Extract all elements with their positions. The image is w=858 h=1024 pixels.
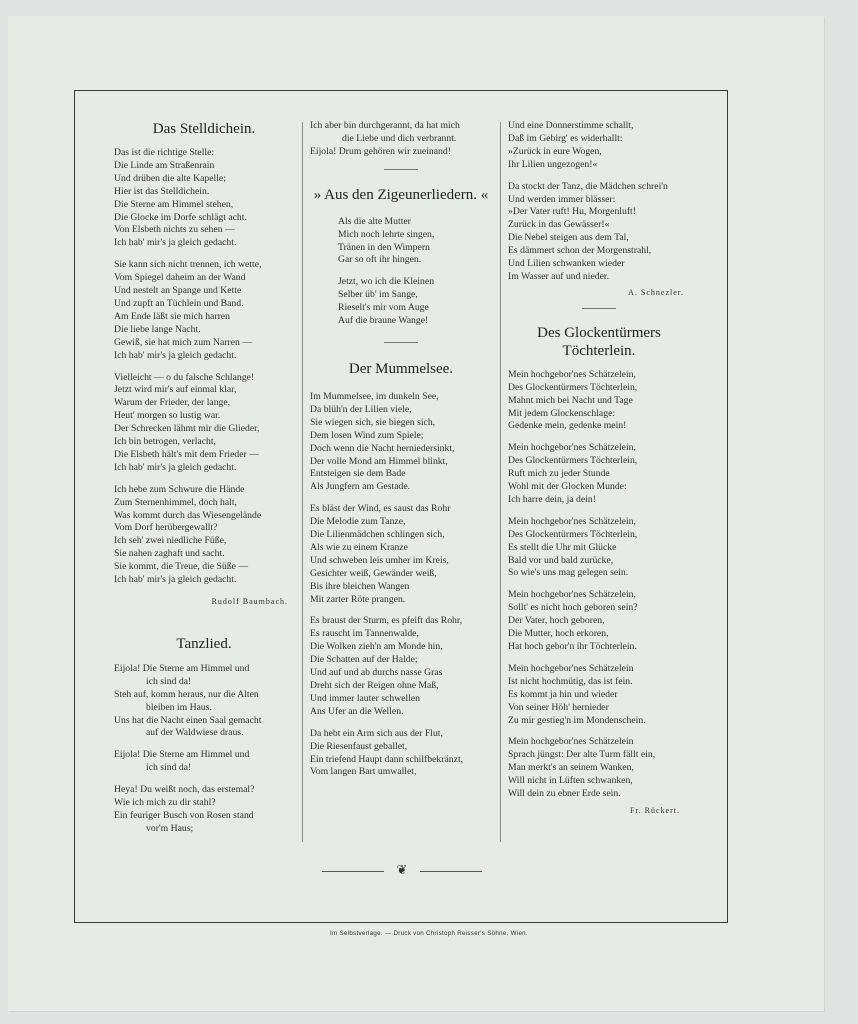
- printer-imprint: Im Selbstverlage. — Druck von Christoph Reisser's Söhne, Wien.: [330, 930, 528, 937]
- stanza: [310, 276, 492, 328]
- verse-line: Hier ist das Stelldichein.: [114, 185, 210, 197]
- verse-line: Die Riesenfaust geballet,: [310, 740, 408, 752]
- verse-line: Ich hab' mir's ja gleich gedacht.: [114, 237, 237, 249]
- stanza: [114, 147, 294, 250]
- stanza: [114, 259, 294, 362]
- verse-line: Wie ich mich zu dir stahl?: [114, 797, 216, 809]
- stanza: [310, 216, 492, 268]
- verse-line: Und auf und ab durchs nasse Gras: [310, 667, 443, 679]
- stanza-gap: [114, 740, 294, 749]
- verse-line: »Zurück in eure Wogen,: [508, 145, 602, 157]
- verse-line: Ich hab' mir's ja gleich gedacht.: [114, 461, 237, 473]
- poem-body: [114, 663, 294, 836]
- poem-author: Rudolf Baumbach.: [211, 597, 288, 606]
- verse-line: Eijola! Drum gehören wir zueinand!: [310, 145, 451, 157]
- verse-line: Steh auf, komm heraus, nur die Alten: [114, 688, 259, 700]
- verse-line: Ich aber bin durchgerannt, da hat mich: [310, 120, 460, 131]
- verse-line: Selber üb' im Sange,: [338, 289, 418, 301]
- verse-line: Ich hab' mir's ja gleich gedacht.: [114, 349, 237, 361]
- verse-line: Ruft mich zu jeder Stunde: [508, 468, 610, 480]
- verse-line: Und immer lauter schwellen: [310, 692, 421, 704]
- poem-title: » Aus den Zigeunerliedern. «: [313, 186, 489, 203]
- verse-line: Bis ihre bleichen Wangen: [310, 580, 410, 592]
- verse-line: Es dämmert schon der Morgenstrahl,: [508, 245, 652, 257]
- verse-line: Es rauscht im Tannenwalde,: [310, 628, 419, 640]
- stanza: [508, 442, 690, 507]
- verse-line: Von seiner Höh' hernieder: [508, 701, 609, 713]
- verse-line: Die Wolken zieh'n am Monde hin,: [310, 641, 443, 653]
- verse-line: bleiben im Haus.: [146, 701, 212, 713]
- stanza: [114, 484, 294, 587]
- verse-line: Und zupft an Tüchlein und Band.: [114, 297, 244, 309]
- stanza: [508, 369, 690, 434]
- verse-line: Heya! Du weißt noch, das erstemal?: [114, 784, 255, 796]
- verse-line: Von Elsbeth nichts zu sehen —: [114, 224, 235, 236]
- separator-rule: [582, 308, 616, 309]
- verse-line: Sie kommt, die Treue, die Süße —: [114, 561, 249, 573]
- poem-body: [310, 216, 492, 328]
- verse-line: Sie nahen zaghaft und sacht.: [114, 548, 225, 560]
- verse-line: Der Vater, hoch geboren,: [508, 615, 605, 627]
- verse-line: auf der Waldwiese draus.: [146, 727, 244, 739]
- verse-line: Vom langen Bart umwallet,: [310, 766, 417, 778]
- verse-line: Als Jungfern am Gestade.: [310, 481, 411, 493]
- verse-line: Die Linde am Straßenrain: [114, 159, 215, 171]
- fleuron-icon: ❦: [396, 863, 408, 878]
- stanza: [508, 120, 690, 172]
- verse-line: Mahnt mich bei Nacht und Tage: [508, 394, 633, 406]
- poem-title: Das Stelldichein.: [152, 121, 256, 137]
- verse-line: Uns hat die Nacht einen Saal gemacht: [114, 714, 262, 726]
- verse-line: Mit zarter Röte prangen.: [310, 593, 406, 605]
- verse-line: Sprach jüngst: Der alte Turm fällt ein,: [508, 749, 656, 761]
- stanza: [114, 372, 294, 475]
- verse-line: Gesichter weiß, Gewänder weiß,: [310, 567, 437, 579]
- verse-line: Die Nebel steigen aus dem Tal,: [508, 232, 629, 244]
- verse-line: Die liebe lange Nacht.: [114, 323, 201, 335]
- stanza: [310, 503, 492, 606]
- verse-line: Es braust der Sturm, es pfeift das Rohr,: [310, 615, 463, 627]
- verse-line: Der volle Mond am Himmel blinkt,: [310, 455, 448, 467]
- verse-line: Der Schrecken lähmt mir die Glieder,: [114, 423, 260, 435]
- verse-line: So wie's uns mag gelegen sein.: [508, 567, 629, 579]
- stanza: [508, 181, 690, 284]
- verse-line: Sollt' es nicht hoch geboren sein?: [508, 602, 638, 614]
- verse-line: Da stockt der Tanz, die Mädchen schrei'n: [508, 180, 668, 192]
- verse-line: Es bläst der Wind, es saust das Rohr: [310, 503, 451, 515]
- verse-line: Mein hochgebor'nes Schätzelein: [508, 662, 634, 674]
- verse-line: Ich hab' mir's ja gleich gedacht.: [114, 574, 237, 586]
- verse-line: Ich hebe zum Schwure die Hände: [114, 483, 245, 495]
- stanza-gap: [114, 775, 294, 784]
- verse-line: Die Elsbeth hält's mit dem Frieder —: [114, 448, 259, 460]
- verse-line: Tränen in den Wimpern: [338, 241, 430, 253]
- poem-title: Des Glockentürmers: [537, 324, 661, 341]
- verse-line: Dreht sich der Reigen ohne Maß,: [310, 680, 439, 691]
- column-3: [508, 120, 690, 824]
- column-1: [114, 120, 294, 836]
- verse-line: Mich noch lehrte singen,: [338, 228, 435, 240]
- verse-line: Warum der Frieder, der lange,: [114, 397, 231, 409]
- verse-line: Doch wenn die Nacht herniedersinkt,: [310, 442, 455, 454]
- verse-line: Wohl mit der Glocken Munde:: [508, 481, 627, 493]
- end-ornament: [322, 864, 482, 880]
- verse-line: Eijola! Die Sterne am Himmel und: [114, 749, 250, 761]
- verse-line: Sie wiegen sich, sie biegen sich,: [310, 416, 436, 428]
- verse-line: Gewiß, sie hat mich zum Narren —: [114, 336, 253, 348]
- stanza: [508, 516, 690, 581]
- verse-line: Es stellt die Uhr mit Glücke: [508, 541, 617, 553]
- verse-line: Was kommt durch das Wiesengelände: [114, 509, 262, 521]
- verse-line: Sie kann sich nicht trennen, ich wette,: [114, 259, 262, 271]
- poem-body: [114, 147, 294, 587]
- verse-line: Vom Dorf herübergewallt?: [114, 522, 218, 534]
- verse-line: Des Glockentürmers Töchterlein,: [508, 528, 638, 540]
- verse-line: Ist nicht hochmütig, das ist fein.: [508, 675, 633, 687]
- verse-line: Jetzt wird mir's auf einmal klar,: [114, 384, 237, 396]
- verse-line: die Liebe und dich verbrannt.: [342, 132, 457, 144]
- column-2: [310, 120, 492, 788]
- verse-line: Will nicht in Lüften schwanken,: [508, 775, 633, 787]
- verse-line: Die Schatten auf der Halde;: [310, 654, 418, 666]
- verse-line: Ich harre dein, ja dein!: [508, 493, 596, 505]
- verse-line: Ans Ufer an die Wellen.: [310, 705, 404, 717]
- stanza: [310, 728, 492, 780]
- stanza: [310, 615, 492, 718]
- verse-line: Die Mutter, hoch erkoren,: [508, 628, 609, 640]
- poem-author: A. Schnezler.: [628, 287, 684, 297]
- verse-line: Mein hochgebor'nes Schätzelein: [508, 736, 634, 748]
- verse-line: Dem losen Wind zum Spiele;: [310, 429, 424, 441]
- verse-line: Mein hochgebor'nes Schätzelein,: [508, 442, 636, 454]
- separator-rule: [384, 342, 418, 343]
- verse-line: Ich seh' zwei niedliche Füße,: [114, 535, 227, 547]
- verse-line: Im Wasser auf und nieder.: [508, 270, 609, 282]
- verse-line: Das ist die richtige Stelle:: [114, 147, 215, 158]
- stanza: [508, 589, 690, 654]
- verse-line: Ich bin betrogen, verlacht,: [114, 436, 216, 448]
- verse-line: Die Lilienmädchen schlingen sich,: [310, 529, 445, 541]
- verse-line: Und eine Donnerstimme schallt,: [508, 120, 634, 131]
- verse-line: Und nestelt an Spange und Kette: [114, 285, 242, 297]
- verse-line: Am Ende läßt sie mich harren: [114, 310, 230, 322]
- ornament-line: [322, 871, 384, 872]
- verse-line: Und schweben leis umher im Kreis,: [310, 554, 449, 566]
- ornament-line: [420, 871, 482, 872]
- verse-line: Eijola! Die Sterne am Himmel und: [114, 662, 250, 674]
- verse-line: Entsteigen sie dem Bade: [310, 468, 406, 480]
- verse-line: Im Mummelsee, im dunkeln See,: [310, 390, 439, 402]
- verse-line: ich sind da!: [146, 762, 192, 774]
- verse-line: Will dein zu ebner Erde sein.: [508, 788, 621, 800]
- verse-line: Mein hochgebor'nes Schätzelein,: [508, 589, 636, 601]
- verse-line: vor'm Haus;: [146, 822, 194, 834]
- verse-line: Da hebt ein Arm sich aus der Flut,: [310, 727, 443, 739]
- verse-line: Vielleicht — o du falsche Schlange!: [114, 371, 255, 383]
- verse-line: Ihr Lilien ungezogen!«: [508, 158, 598, 170]
- verse-line: Und drüben die alte Kapelle;: [114, 172, 226, 184]
- verse-line: Als die alte Mutter: [338, 215, 411, 227]
- verse-line: Daß im Gebirg' es widerhallt:: [508, 132, 623, 144]
- verse-line: Rieselt's mir vom Auge: [338, 302, 429, 314]
- verse-line: Es kommt ja hin und wieder: [508, 688, 618, 700]
- verse-line: Gedenke mein, gedenke mein!: [508, 420, 627, 432]
- poem-title: Töchterlein.: [562, 342, 636, 359]
- stanza: [508, 736, 690, 801]
- verse-line: Des Glockentürmers Töchterlein,: [508, 455, 638, 467]
- poem-continuation: [310, 120, 492, 159]
- verse-line: Hat hoch gebor'n ihr Töchterlein.: [508, 641, 637, 652]
- poem-body: [508, 369, 690, 801]
- verse-line: Mein hochgebor'nes Schätzelein,: [508, 515, 636, 527]
- stanza: [508, 663, 690, 728]
- poem-title: Der Mummelsee.: [348, 360, 454, 377]
- column-divider: [500, 122, 501, 842]
- verse-line: Mit jedem Glockenschlage:: [508, 407, 616, 419]
- verse-line: Und Lilien schwanken wieder: [508, 258, 625, 270]
- verse-line: Heut' morgen so lustig war.: [114, 410, 221, 422]
- verse-line: Ein triefend Haupt dann schilfbekränzt,: [310, 753, 464, 765]
- verse-line: Gar so oft ihr hingen.: [338, 254, 422, 266]
- verse-line: Zum Sternenhimmel, doch halt,: [114, 496, 237, 508]
- verse-line: ich sind da!: [146, 675, 192, 687]
- verse-line: »Der Vater ruft! Hu, Morgenluft!: [508, 206, 636, 218]
- poem-body: [310, 391, 492, 779]
- verse-line: Auf die braune Wange!: [338, 315, 429, 327]
- verse-line: Die Sterne am Himmel stehen,: [114, 198, 234, 210]
- verse-line: Jetzt, wo ich die Kleinen: [338, 276, 435, 288]
- verse-line: Zu mir gestieg'n im Mondenschein.: [508, 714, 646, 726]
- verse-line: Da blüh'n der Lilien viele,: [310, 403, 412, 415]
- verse-line: Zurück in das Gewässer!«: [508, 219, 610, 231]
- verse-line: Mein hochgebor'nes Schätzelein,: [508, 368, 636, 380]
- verse-line: Die Melodie zum Tanze,: [310, 516, 406, 528]
- verse-line: Bald vor und bald zurücke,: [508, 554, 614, 566]
- verse-line: Die Glocke im Dorfe schlägt acht.: [114, 211, 247, 223]
- poem-author: Fr. Rückert.: [630, 805, 680, 815]
- poem-continuation: [508, 120, 690, 284]
- column-divider: [302, 122, 303, 842]
- separator-rule: [384, 169, 418, 170]
- verse-line: Des Glockentürmers Töchterlein,: [508, 381, 638, 393]
- verse-line: Man merkt's an seinem Wanken,: [508, 762, 634, 774]
- verse-line: Und werden immer blässer:: [508, 193, 616, 205]
- verse-line: Vom Spiegel daheim an der Wand: [114, 272, 246, 284]
- stanza: [310, 391, 492, 494]
- verse-line: Ein feuriger Busch von Rosen stand: [114, 809, 254, 821]
- verse-line: Als wie zu einem Kranze: [310, 541, 408, 553]
- poem-title: Tanzlied.: [176, 635, 232, 652]
